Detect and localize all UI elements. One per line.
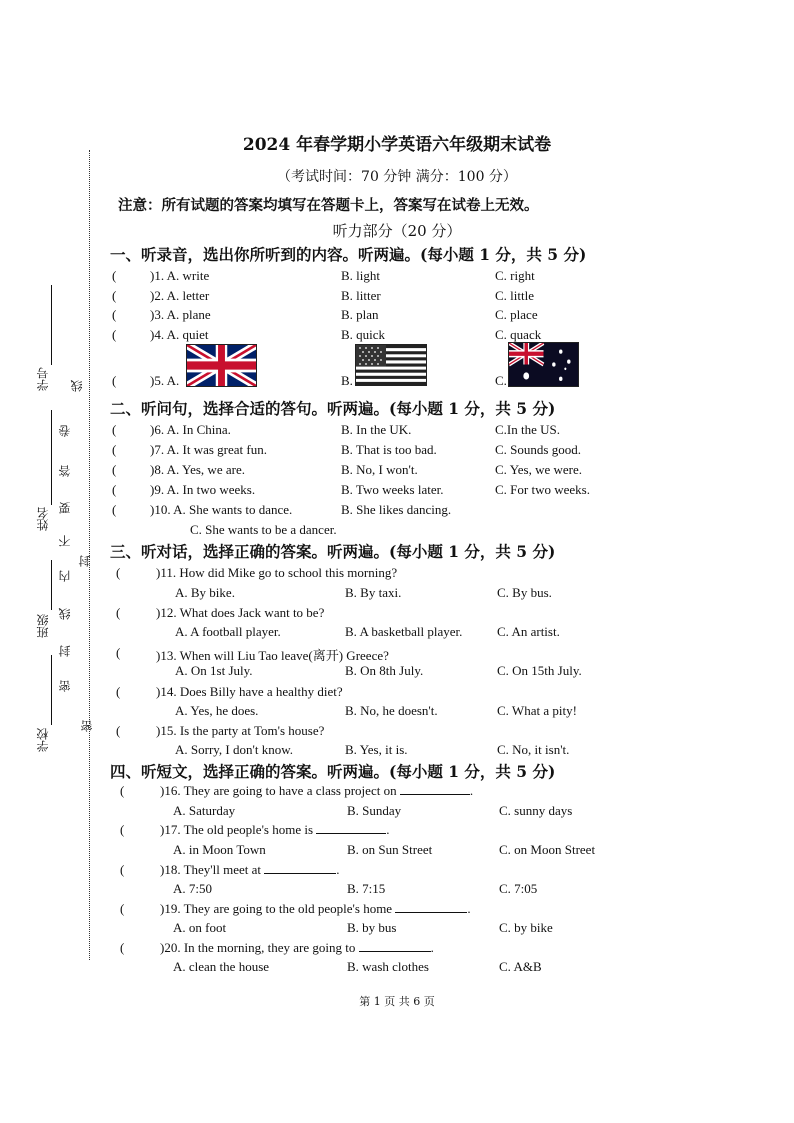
question-option-a: )8. A. Yes, we are. xyxy=(150,462,245,477)
question-end: . xyxy=(467,901,471,916)
option-c: C. little xyxy=(495,288,534,303)
section-1-title: 一、听录音，选出你所听到的内容。听两遍。(每小题 1 分，共 5 分) xyxy=(110,245,587,264)
question-option-a: )10. A. She wants to dance. xyxy=(150,502,293,517)
answer-paren: ( xyxy=(112,482,117,497)
question-end: . xyxy=(386,822,390,837)
option-a: A. in Moon Town xyxy=(173,842,266,857)
option-a: A. 7:50 xyxy=(173,881,212,896)
answer-paren: ( xyxy=(116,605,121,620)
option-a: A. By bike. xyxy=(175,585,235,600)
question-stem: )18. They'll meet at xyxy=(160,862,262,877)
question-stem: )20. In the morning, they are going to xyxy=(160,940,356,955)
option-b: B. Sunday xyxy=(347,803,402,818)
option-a: A. On 1st July. xyxy=(175,663,253,678)
answer-paren: ( xyxy=(116,565,121,580)
option-b: B. That is too bad. xyxy=(341,442,437,457)
seal-char: 密 xyxy=(80,720,94,732)
answer-paren: ( xyxy=(112,462,117,477)
option-c: C. quack xyxy=(495,327,542,342)
question-row xyxy=(0,723,794,743)
option-c: C. on Moon Street xyxy=(499,842,596,857)
answer-paren: ( xyxy=(112,422,117,437)
fill-blank xyxy=(395,901,467,913)
seal-char: 要 xyxy=(58,502,72,514)
options-row xyxy=(0,959,794,979)
question-row xyxy=(0,422,794,442)
answer-paren: ( xyxy=(112,373,117,388)
seal-char: 答 xyxy=(58,465,72,477)
option-c: C. xyxy=(495,373,507,388)
section-2-title: 二、听问句，选择合适的答句。听两遍。(每小题 1 分，共 5 分) xyxy=(110,399,556,418)
seal-char: 内 xyxy=(58,570,72,582)
question-text: )11. How did Mike go to school this morning? xyxy=(156,565,398,580)
section-4-title: 四、听短文，选择正确的答案。听两遍。(每小题 1 分，共 5 分) xyxy=(110,762,556,781)
answer-paren: ( xyxy=(116,684,121,699)
question-end: . xyxy=(469,783,474,798)
answer-paren: ( xyxy=(112,327,117,342)
question-text: )12. What does Jack want to be? xyxy=(156,605,325,620)
options-row xyxy=(0,842,794,862)
option-b: B. quick xyxy=(341,327,386,342)
option-c: C. An artist. xyxy=(497,624,560,639)
question-row xyxy=(0,268,794,288)
question-end: . xyxy=(336,862,340,877)
answer-paren: ( xyxy=(120,822,125,837)
seal-char: 不 xyxy=(58,535,72,547)
question-option-a: )6. A. In China. xyxy=(150,422,231,437)
answer-paren: ( xyxy=(112,307,117,322)
section-3-title: 三、听对话，选择正确的答案。听两遍。(每小题 1 分，共 5 分) xyxy=(110,542,556,561)
question-row xyxy=(0,565,794,585)
question-option-a: )9. A. In two weeks. xyxy=(150,482,256,497)
options-row xyxy=(0,742,794,762)
options-row xyxy=(0,663,794,683)
answer-paren: ( xyxy=(120,783,125,798)
exam-title: 2024 年春学期小学英语六年级期末试卷 xyxy=(242,135,552,155)
seal-char: 密 xyxy=(58,680,72,692)
class-label: 班级 xyxy=(36,614,50,638)
option-b: B. light xyxy=(341,268,381,283)
question-text: )15. Is the party at Tom's house? xyxy=(156,723,325,738)
option-a: A. Yes, he does. xyxy=(175,703,259,718)
question-row xyxy=(0,442,794,462)
question-row xyxy=(0,684,794,704)
question-stem: )19. They are going to the old people's home xyxy=(160,901,393,916)
answer-paren: ( xyxy=(112,268,117,283)
question-row xyxy=(0,462,794,482)
question-text: )13. When will Liu Tao leave(离开) Greece? xyxy=(156,648,389,663)
option-c: C. place xyxy=(495,307,538,322)
name-label: 姓名 xyxy=(36,507,50,531)
fill-blank xyxy=(264,862,336,874)
question-stem: )17. The old people's home is xyxy=(160,822,314,837)
question-text xyxy=(160,822,390,838)
question-row xyxy=(0,862,794,882)
answer-paren: ( xyxy=(116,723,121,738)
option-b: B. By taxi. xyxy=(345,585,402,600)
option-c: C. Yes, we were. xyxy=(495,462,583,477)
option-b: B. wash clothes xyxy=(347,959,429,974)
option-b: B. litter xyxy=(341,288,381,303)
option-b: B. No, I won't. xyxy=(341,462,418,477)
answer-paren: ( xyxy=(112,502,117,517)
question-row xyxy=(0,901,794,921)
option-c: C.In the US. xyxy=(495,422,560,437)
option-b: B. Two weeks later. xyxy=(341,482,444,497)
option-a: A. clean the house xyxy=(173,959,270,974)
question-option-a: )4. A. quiet xyxy=(150,327,209,342)
option-a: A. Saturday xyxy=(173,803,236,818)
option-c: C. right xyxy=(495,268,535,283)
question-row xyxy=(0,605,794,625)
option-a: A. A football player. xyxy=(175,624,281,639)
option-c: C. For two weeks. xyxy=(495,482,590,497)
question-row xyxy=(0,482,794,502)
options-row xyxy=(0,703,794,723)
question-option-a: )1. A. write xyxy=(150,268,210,283)
options-row xyxy=(0,803,794,823)
option-b: B. A basketball player. xyxy=(345,624,463,639)
option-b: B. xyxy=(341,373,353,388)
option-c: C. Sounds good. xyxy=(495,442,581,457)
exam-notice: 注意：所有试题的答案均填写在答题卡上，答案写在试卷上无效。 xyxy=(118,197,539,214)
option-c: C. sunny days xyxy=(499,803,573,818)
answer-paren: ( xyxy=(120,901,125,916)
question-row xyxy=(0,373,794,393)
question-option-a: )5. A. xyxy=(150,373,180,388)
options-row xyxy=(0,881,794,901)
question-row xyxy=(0,307,794,327)
options-row xyxy=(0,585,794,605)
answer-paren: ( xyxy=(120,940,125,955)
option-c: C. By bus. xyxy=(497,585,552,600)
option-b: B. by bus xyxy=(347,920,397,935)
question-row xyxy=(0,940,794,960)
option-b: B. plan xyxy=(341,307,379,322)
answer-paren: ( xyxy=(112,442,117,457)
question-text: )14. Does Billy have a healthy diet? xyxy=(156,684,343,699)
options-row xyxy=(0,920,794,940)
page-footer: 第 1 页 共 6 页 xyxy=(359,995,435,1008)
question-row xyxy=(0,502,794,522)
question-text xyxy=(160,901,471,917)
option-c: C. What a pity! xyxy=(497,703,577,718)
answer-paren: ( xyxy=(112,288,117,303)
seal-char: 封 xyxy=(78,555,92,567)
seal-char: 封 xyxy=(58,645,72,657)
option-b: B. Yes, it is. xyxy=(345,742,408,757)
question-row xyxy=(0,783,794,803)
answer-paren: ( xyxy=(116,645,121,660)
fill-blank xyxy=(316,822,386,834)
question-text xyxy=(160,783,473,799)
option-c: C. She wants to be a dancer. xyxy=(190,522,337,537)
question-end: . xyxy=(430,940,434,955)
option-b: B. On 8th July. xyxy=(345,663,424,678)
seal-char: 线 xyxy=(70,380,84,392)
question-option-a: )7. A. It was great fun. xyxy=(150,442,267,457)
question-row xyxy=(0,522,794,542)
seal-char: 卷 xyxy=(58,425,72,437)
question-text xyxy=(160,862,340,878)
question-option-a: )3. A. plane xyxy=(150,307,211,322)
question-row xyxy=(0,645,794,665)
fill-blank xyxy=(359,940,431,952)
option-b: B. In the UK. xyxy=(341,422,412,437)
school-label: 学校 xyxy=(36,728,50,752)
listening-part-title: 听力部分（20 分） xyxy=(332,222,462,240)
question-stem: )16. They are going to have a class project on xyxy=(160,783,397,798)
option-b: B. She likes dancing. xyxy=(341,502,452,517)
option-b: B. No, he doesn't. xyxy=(345,703,438,718)
question-text xyxy=(160,940,434,956)
question-row xyxy=(0,288,794,308)
option-a: A. Sorry, I don't know. xyxy=(175,742,294,757)
option-a: A. on foot xyxy=(173,920,227,935)
option-c: C. A&B xyxy=(499,959,542,974)
option-c: C. by bike xyxy=(499,920,553,935)
student-id-label: 学号 xyxy=(36,367,50,391)
question-option-a: )2. A. letter xyxy=(150,288,210,303)
exam-time-info: （考试时间：70 分钟 满分：100 分） xyxy=(277,169,517,185)
option-c: C. On 15th July. xyxy=(497,663,582,678)
option-c: C. 7:05 xyxy=(499,881,538,896)
option-b: B. on Sun Street xyxy=(347,842,433,857)
question-row xyxy=(0,822,794,842)
seal-char: 线 xyxy=(58,608,72,620)
fill-blank xyxy=(400,783,470,795)
answer-paren: ( xyxy=(120,862,125,877)
option-c: C. No, it isn't. xyxy=(497,742,570,757)
options-row xyxy=(0,624,794,644)
option-b: B. 7:15 xyxy=(347,881,386,896)
